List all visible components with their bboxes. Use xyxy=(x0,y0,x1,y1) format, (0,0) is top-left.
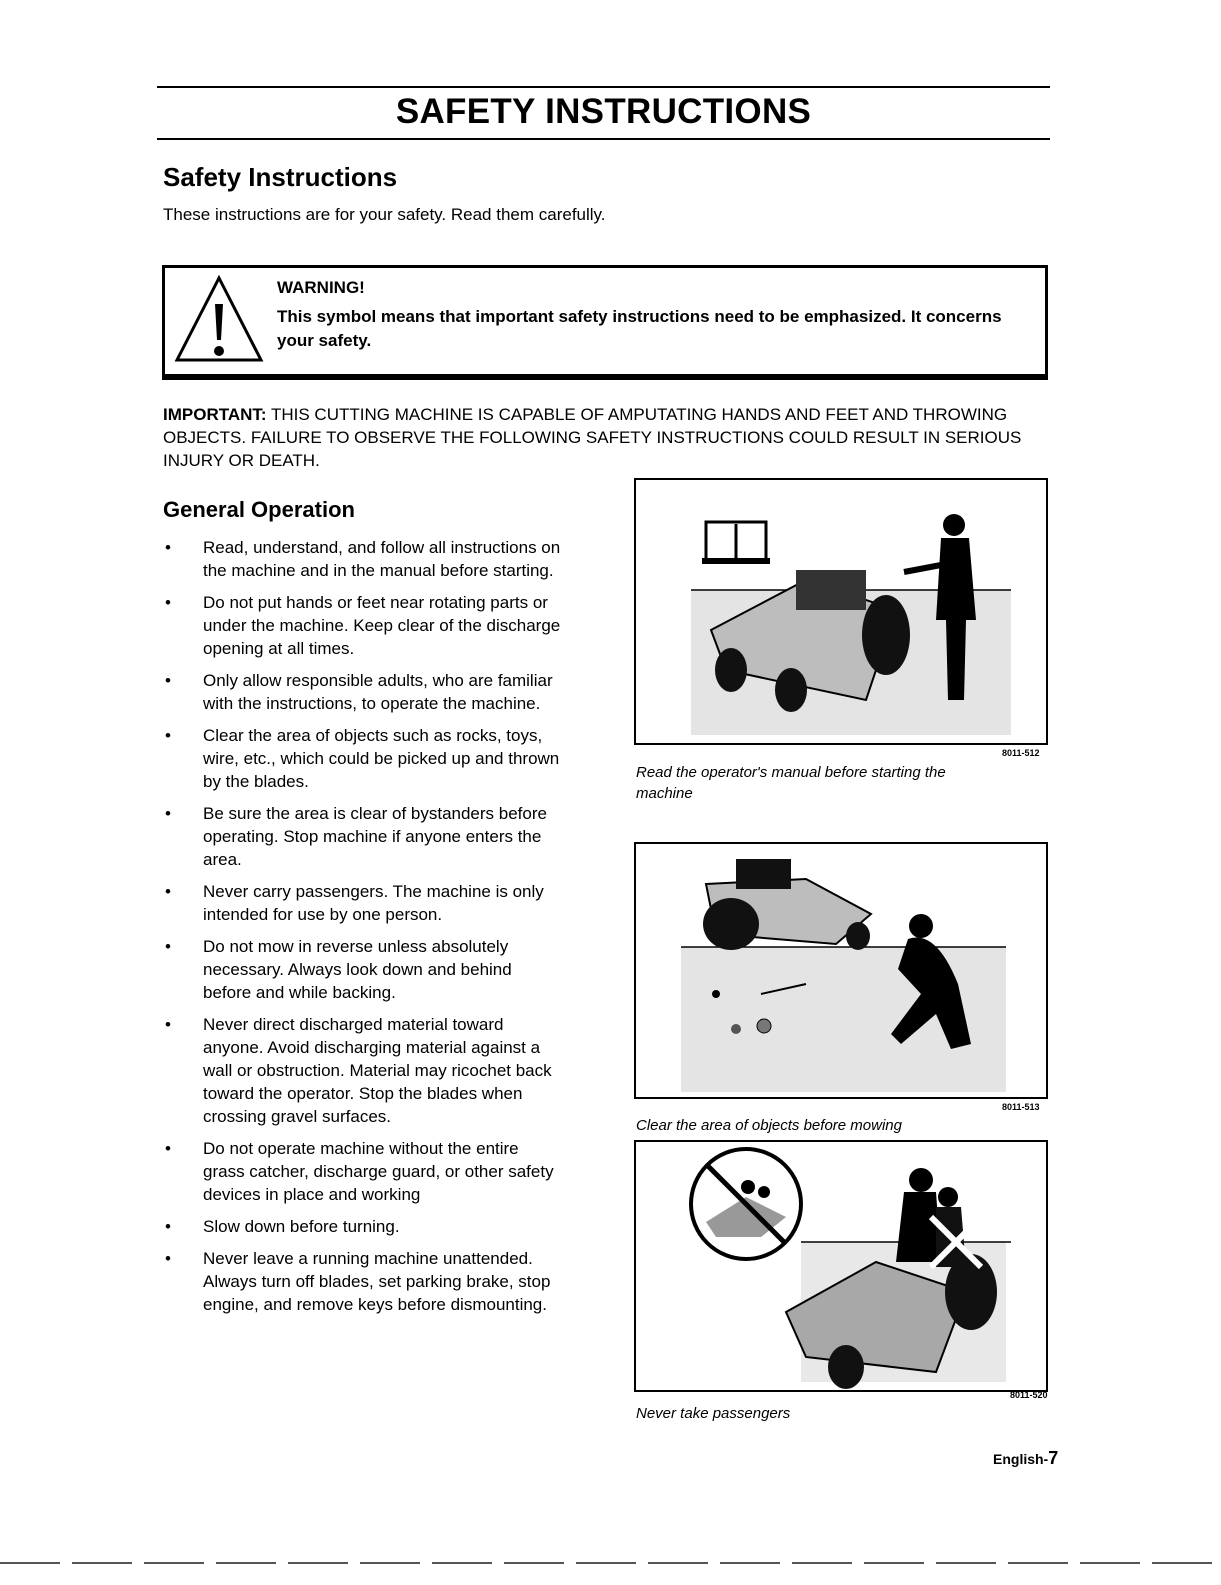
figure-caption: Never take passengers xyxy=(636,1405,791,1422)
list-item: • Never carry passengers. The machine is only intended for use by one person. xyxy=(165,882,544,924)
scan-edge-line xyxy=(0,1562,1221,1564)
clear-area-illustration xyxy=(636,844,1046,1097)
list-item: • Only allow responsible adults, who are familiar with the instructions, to operate the machine. xyxy=(165,671,553,713)
figure-code: 8011-512 xyxy=(1002,748,1040,758)
warning-box xyxy=(162,265,1048,380)
section-title: Safety Instructions xyxy=(163,162,398,192)
list-item: • Clear the area of objects such as rocks, toys, wire, etc., which could be picked up and thrown by the blades. xyxy=(165,726,560,791)
list-item: • Never direct discharged material toward anyone. Avoid discharging material against a wall or obstruction. Material may ricochet back toward the operator. Stop the blades when crossing gravel surfaces. xyxy=(165,1015,552,1126)
intro-text: These instructions are for your safety. Read them carefully. xyxy=(163,205,606,224)
list-item: • Read, understand, and follow all instructions on the machine and in the manual before starting. xyxy=(165,538,561,580)
important-text: THIS CUTTING MACHINE IS CAPABLE OF AMPUTATING HANDS AND FEET AND THROWING OBJECTS. FAILURE TO OBSERVE THE FOLLOWING SAFETY INSTRUCTIONS COULD RESULT IN SERIOUS INJURY OR DEATH. xyxy=(163,405,1022,470)
important-paragraph xyxy=(163,403,1043,472)
figure-read-manual xyxy=(634,478,1048,745)
title-rule xyxy=(157,138,1050,140)
general-operation-list xyxy=(163,536,563,1325)
warning-text: This symbol means that important safety instructions need to be emphasized. It concerns your safety. xyxy=(277,307,1002,350)
figure-caption: Read the operator's manual before starting the machine xyxy=(636,764,946,802)
figure-clear-area xyxy=(634,842,1048,1099)
manual-book-icon xyxy=(702,522,770,564)
list-item: • Be sure the area is clear of bystanders before operating. Stop machine if anyone enters the area. xyxy=(165,804,547,869)
list-item: • Never leave a running machine unattended. Always turn off blades, set parking brake, stop engine, and remove keys before dismounting. xyxy=(165,1249,551,1314)
page-title: SAFETY INSTRUCTIONS xyxy=(395,92,812,131)
important-label: IMPORTANT: xyxy=(163,405,267,424)
list-item: • Do not put hands or feet near rotating parts or under the machine. Keep clear of the discharge opening at all times. xyxy=(165,593,561,658)
figure-code: 8011-513 xyxy=(1002,1102,1040,1112)
top-rule xyxy=(157,86,1050,88)
list-item: • Slow down before turning. xyxy=(165,1217,400,1236)
figure-caption: Clear the area of objects before mowing xyxy=(636,1117,902,1134)
general-operation-title: General Operation xyxy=(163,497,355,522)
figure-no-passengers xyxy=(634,1140,1048,1392)
figure-code: 8011-520 xyxy=(1010,1390,1048,1400)
no-passengers-illustration xyxy=(636,1142,1046,1390)
page-number: English-7 xyxy=(993,1448,1059,1468)
warning-triangle-icon xyxy=(173,274,265,364)
prohibition-icon xyxy=(691,1149,801,1259)
list-item: • Do not mow in reverse unless absolutely necessary. Always look down and behind before and while backing. xyxy=(165,937,512,1002)
list-item: • Do not operate machine without the entire grass catcher, discharge guard, or other safety devices in place and working xyxy=(165,1139,554,1204)
mower-operator-illustration xyxy=(636,480,1046,743)
warning-title: WARNING! xyxy=(277,278,365,297)
